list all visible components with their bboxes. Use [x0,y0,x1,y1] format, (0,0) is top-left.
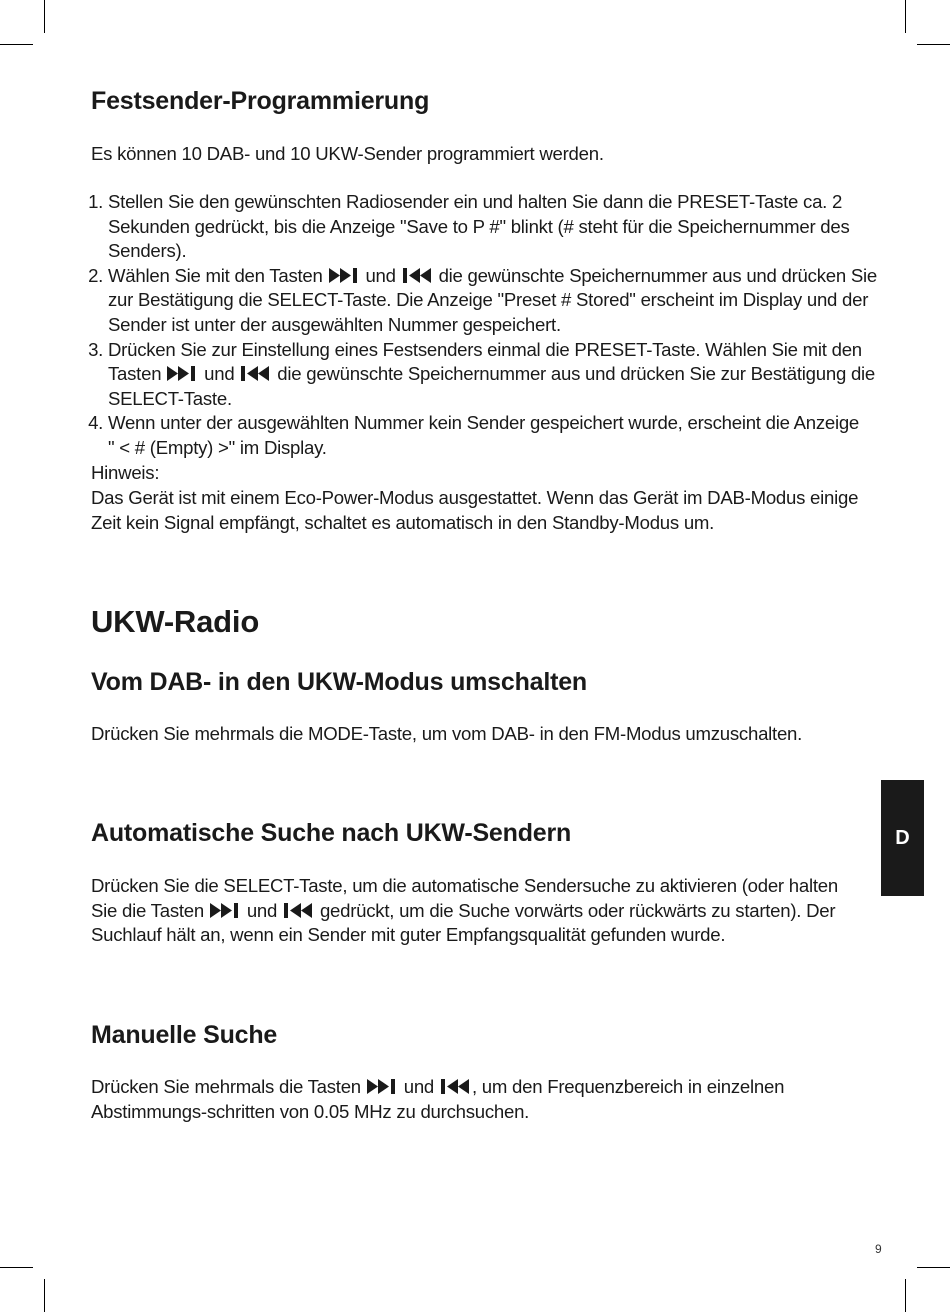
skip-forward-icon [167,366,198,381]
heading-mode-switch: Vom DAB- in den UKW-Modus umschalten [91,668,587,696]
crop-mark [0,44,33,45]
step-2: 2. Wählen Sie mit den Tasten und die gewünschte Speichernummer aus und drücken Sie zur Bestätigung die SELECT-Taste. Die Anzeige "Preset # Stored" erscheint im Display und der Sender ist unter der ausgewählten Nummer gespeichert. [108,264,878,338]
crop-mark [905,1279,906,1312]
note-text: Das Gerät ist mit einem Eco-Power-Modus ausgestattet. Wenn das Gerät im DAB-Modus einige Zeit kein Signal empfängt, schaltet es automatisch in den Standby-Modus um. [91,487,859,533]
steps-list [91,190,878,461]
mode-switch-text: Drücken Sie mehrmals die MODE-Taste, um vom DAB- in den FM-Modus umzuschalten. [91,723,803,744]
skip-back-icon [240,366,271,381]
note-label: Hinweis: [91,462,160,483]
crop-mark [917,1267,950,1268]
skip-back-icon [402,268,433,283]
step-4: 4. Wenn unter der ausgewählten Nummer kein Sender gespeichert wurde, erscheint die Anzeige " < # (Empty) >" im Display. [108,411,878,460]
crop-mark [44,0,45,33]
page-number: 9 [875,1242,882,1256]
language-tab: D [881,780,924,896]
heading-manual-search: Manuelle Suche [91,1021,278,1049]
auto-search-text: Drücken Sie die SELECT-Taste, um die automatische Sendersuche zu aktivieren (oder halten Sie die Tasten und gedrückt, um die Suche vorwärts oder rückwärts zu starten). Der Suchlauf hält an, wenn ein Sender mit guter Empfangsqualität gefunden wurde. [91,875,838,946]
crop-mark [0,1267,33,1268]
crop-mark [905,0,906,33]
skip-forward-icon [210,903,241,918]
heading-festsender: Festsender-Programmierung [91,87,430,115]
skip-back-icon [440,1079,471,1094]
intro-text: Es können 10 DAB- und 10 UKW-Sender programmiert werden. [91,143,604,164]
manual-search-text: Drücken Sie mehrmals die Tasten und , um den Frequenzbereich in einzelnen Abstimmungs-schritten von 0.05 MHz zu durchsuchen. [91,1076,785,1122]
crop-mark [917,44,950,45]
heading-auto-search: Automatische Suche nach UKW-Sendern [91,819,572,847]
step-1: 1. Stellen Sie den gewünschten Radiosender ein und halten Sie dann die PRESET-Taste ca. 2 Sekunden gedrückt, bis die Anzeige "Save to P #" blinkt (# steht für die Speichernummer des Senders). [108,190,878,264]
skip-forward-icon [329,268,360,283]
step-3: 3. Drücken Sie zur Einstellung eines Festsenders einmal die PRESET-Taste. Wählen Sie mit den Tasten und die gewünschte Speichernummer aus und drücken Sie zur Bestätigung die SELECT-Taste. [108,338,878,412]
skip-back-icon [283,903,314,918]
crop-mark [44,1279,45,1312]
skip-forward-icon [367,1079,398,1094]
heading-ukw-radio: UKW-Radio [91,604,260,639]
